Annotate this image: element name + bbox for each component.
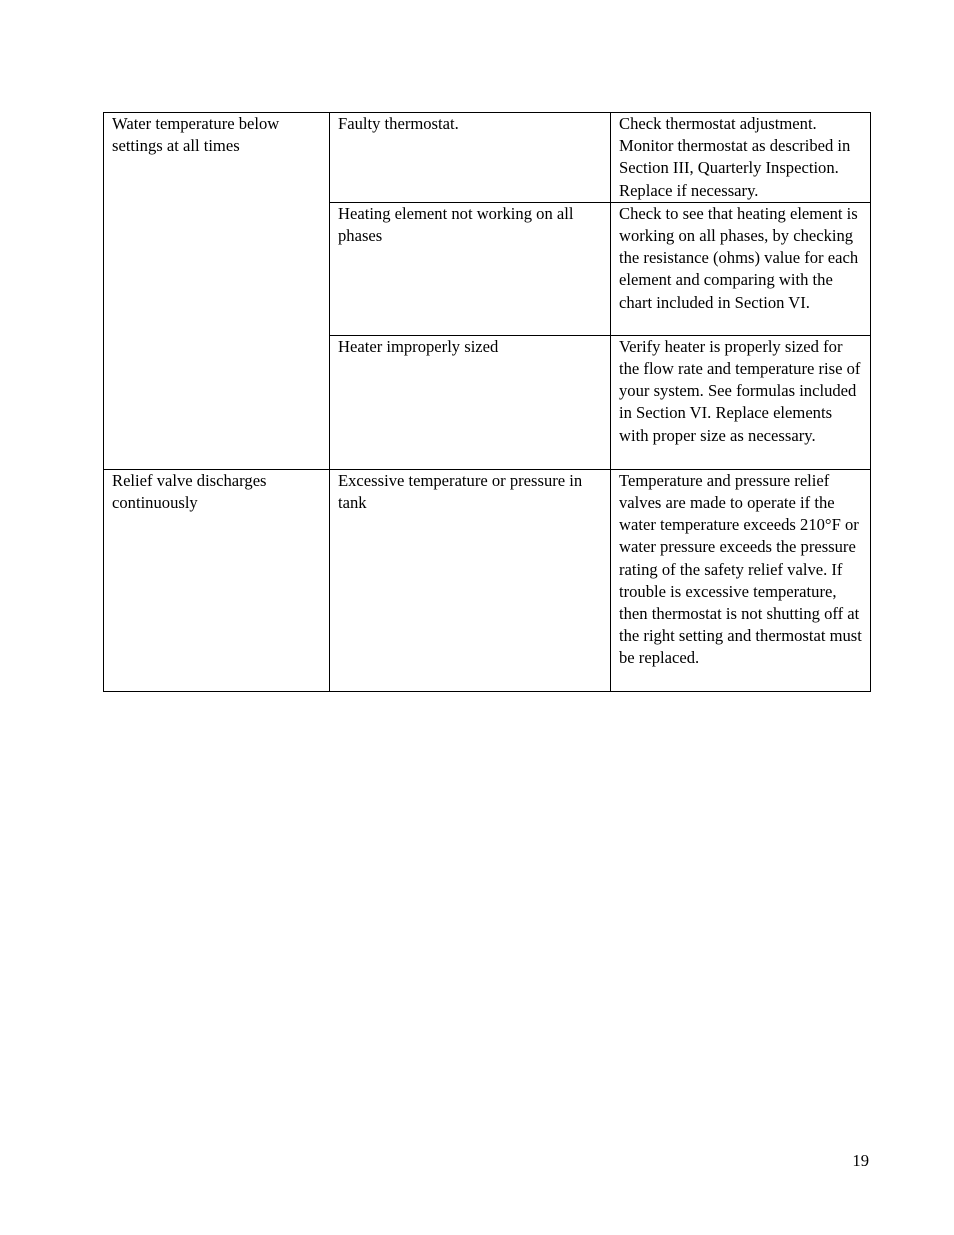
table-row: [104, 469, 871, 691]
cause-cell: Excessive temperature or pressure in tank: [330, 469, 611, 691]
remedy-cell: Check to see that heating element is working on all phases, by checking the resistance (ohms) value for each element and comparing with the chart included in Section VI.: [611, 202, 871, 335]
cause-cell: Heating element not working on all phases: [330, 202, 611, 335]
remedy-cell: Verify heater is properly sized for the flow rate and temperature rise of your system. See formulas included in Section VI. Replace elements with proper size as necessary.: [611, 335, 871, 469]
page-number: 19: [852, 1151, 869, 1170]
problem-cell: Relief valve discharges continuously: [104, 469, 330, 691]
problem-cell: Water temperature below settings at all times: [104, 113, 330, 470]
cause-cell: Heater improperly sized: [330, 335, 611, 469]
remedy-cell: Temperature and pressure relief valves are made to operate if the water temperature exceeds 210°F or water pressure exceeds the pressure rating of the safety relief valve. If trouble is excessive temperature, then thermostat is not shutting off at the right setting and thermostat must be replaced.: [611, 469, 871, 691]
cause-cell: Faulty thermostat.: [330, 113, 611, 203]
troubleshooting-table: [103, 112, 871, 692]
table-row: [104, 113, 871, 203]
remedy-cell: Check thermostat adjustment. Monitor thermostat as described in Section III, Quarterly Inspection. Replace if necessary.: [611, 113, 871, 203]
